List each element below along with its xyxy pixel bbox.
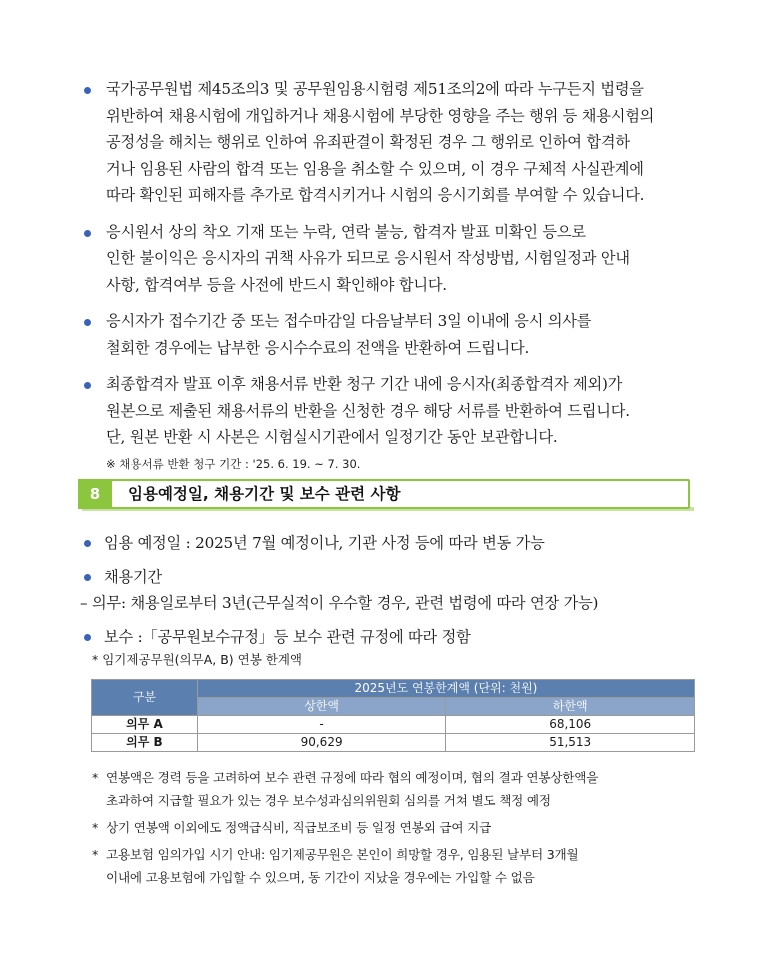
pay-item xyxy=(84,624,704,650)
bullet-line: 원본으로 제출된 채용서류의 반환을 신청한 경우 해당 서류를 반환하여 드립니다. xyxy=(106,401,630,420)
bullet-dot-icon xyxy=(84,634,91,641)
table-upper-header: 상한액 xyxy=(197,698,446,716)
pay-label: 보수 :「공무원보수규정」등 보수 관련 규정에 따라 정함 xyxy=(104,628,471,646)
note-line: 고용보험 임의가입 시기 안내: 임기제공무원은 본인이 희망할 경우, 임용된 날부터 3개월 xyxy=(106,847,579,862)
table-row-label: 의무 A xyxy=(92,716,198,734)
note-line: 상기 연봉액 이외에도 정액급식비, 직급보조비 등 일정 연봉외 급여 지급 xyxy=(106,820,492,835)
pay-table-caption: * 임기제공무원(의무A, B) 연봉 한계액 xyxy=(92,652,302,667)
table-row xyxy=(92,716,695,734)
notice-bullets xyxy=(84,76,698,473)
table-row xyxy=(92,734,695,752)
note-item xyxy=(92,843,712,889)
bullet-line: 사항, 합격여부 등을 사전에 반드시 확인해야 합니다. xyxy=(106,275,447,294)
table-col-group-header: 구분 xyxy=(92,680,198,716)
bullet-line: 위반하여 채용시험에 개입하거나 채용시험에 부당한 영향을 주는 행위 등 채용시험의 xyxy=(106,106,655,125)
bullet-dot-icon xyxy=(84,230,91,237)
section-number: 8 xyxy=(78,479,112,509)
note-line: 초과하여 지급할 필요가 있는 경우 보수성과심의위원회 심의를 거쳐 별도 책정 예정 xyxy=(106,793,551,808)
bullet-line: 따라 확인된 피해자를 추가로 합격시키거나 시험의 응시기회를 부여할 수 있습니다. xyxy=(106,186,645,204)
table-cell-upper: - xyxy=(197,716,446,734)
bullet-dot-icon xyxy=(84,382,91,389)
bullet-item xyxy=(84,219,698,299)
bullet-line: 응시원서 상의 착오 기재 또는 누락, 연락 불능, 합격자 발표 미확인 등으로 xyxy=(106,222,586,241)
note-item xyxy=(92,766,712,812)
note-marker: * xyxy=(92,847,99,862)
note-line: 연봉액은 경력 등을 고려하여 보수 관련 규정에 따라 협의 예정이며, 협의 결과 연봉상한액을 xyxy=(106,770,599,785)
period-detail: – 의무: 채용일로부터 3년(근무실적이 우수할 경우, 관련 법령에 따라 연장 가능) xyxy=(80,594,599,612)
table-row-label: 의무 B xyxy=(92,734,198,752)
bullet-line: 응시자가 접수기간 중 또는 접수마감일 다음날부터 3일 이내에 응시 의사를 xyxy=(106,312,592,330)
bullet-item xyxy=(84,371,698,451)
bullet-dot-icon xyxy=(84,87,91,94)
bullet-line: 국가공무원법 제45조의3 및 공무원임용시험령 제51조의2에 따라 누구든지 법령을 xyxy=(106,80,644,98)
bullet-line: 거나 임용된 사람의 합격 또는 임용을 취소할 수 있으며, 이 경우 구체적 사실관계에 xyxy=(106,159,644,178)
salary-limit-table xyxy=(91,679,695,752)
bullet-dot-icon xyxy=(84,574,91,581)
note-line: 이내에 고용보험에 가입할 수 있으며, 동 기간이 지났을 경우에는 가입할 수 없음 xyxy=(106,870,535,885)
bullet-line: 최종합격자 발표 이후 채용서류 반환 청구 기간 내에 응시자(최종합격자 제외)가 xyxy=(106,375,623,393)
note-marker: * xyxy=(92,770,99,785)
table-cell-lower: 68,106 xyxy=(446,716,695,734)
period-label: 채용기간 xyxy=(104,568,162,586)
bullet-line: 단, 원본 반환 시 사본은 시험실시기관에서 일정기간 동안 보관합니다. xyxy=(106,428,558,446)
bullet-item xyxy=(84,308,698,361)
bullet-line: 인한 불이익은 응시자의 귀책 사유가 되므로 응시원서 작성방법, 시험일정과 안내 xyxy=(106,249,630,267)
table-cell-upper: 90,629 xyxy=(197,734,446,752)
table-lower-header: 하한액 xyxy=(446,698,695,716)
bullet-dot-icon xyxy=(84,319,91,326)
note-marker: * xyxy=(92,820,99,835)
table-main-header: 2025년도 연봉한계액 (단위: 천원) xyxy=(197,680,694,698)
salary-notes xyxy=(92,766,712,893)
period-item xyxy=(84,564,704,590)
bullet-item xyxy=(84,76,698,209)
bullet-line: 공정성을 해치는 행위로 인하여 유죄판결이 확정된 경우 그 행위로 인하여 합격하 xyxy=(106,133,630,151)
section-title: 임용예정일, 채용기간 및 보수 관련 사항 xyxy=(128,485,401,503)
note-item xyxy=(92,816,712,839)
document-return-period-note: ※ 채용서류 반환 청구 기간 : '25. 6. 19. ~ 7. 30. xyxy=(106,456,361,471)
bullet-dot-icon xyxy=(84,540,91,547)
start-date-item xyxy=(84,530,704,556)
bullet-line: 철회한 경우에는 납부한 응시수수료의 전액을 반환하여 드립니다. xyxy=(106,338,530,357)
section-header xyxy=(78,479,696,513)
table-cell-lower: 51,513 xyxy=(446,734,695,752)
start-date-text: 임용 예정일 : 2025년 7월 예정이나, 기관 사정 등에 따라 변동 가능 xyxy=(104,534,545,552)
section-8-content xyxy=(80,530,704,670)
